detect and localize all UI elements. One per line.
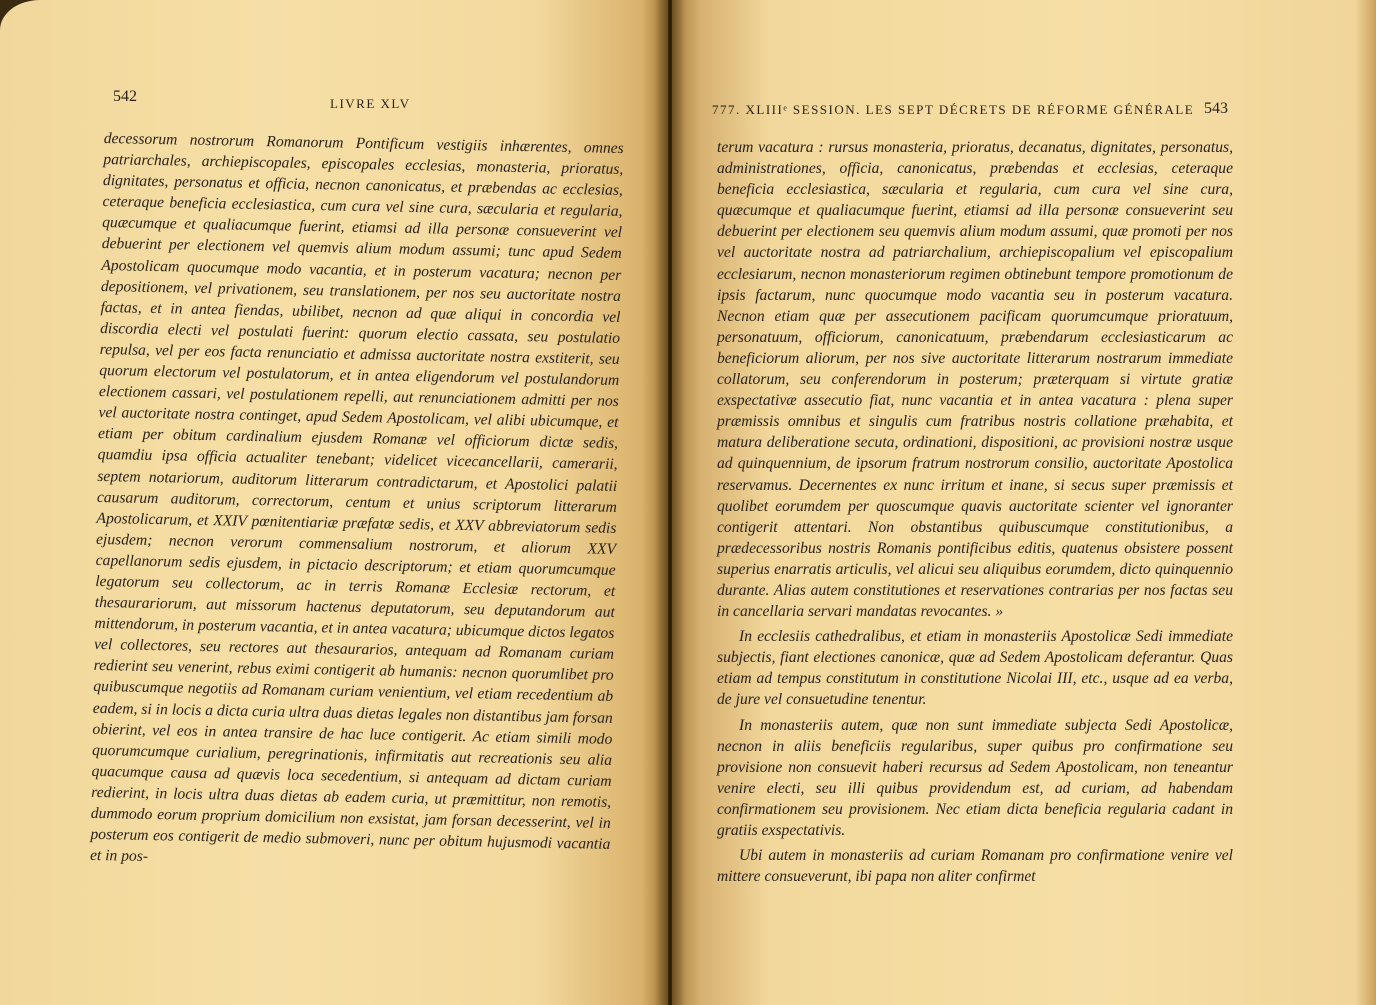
- paragraph: Ubi autem in monasteriis ad curiam Romanam pro confirmatione venire vel mittere consueverunt, ibi papa non aliter confirmet: [717, 847, 1233, 886]
- right-page-text: [717, 137, 1233, 887]
- left-page: [0, 0, 668, 1005]
- right-page: [672, 0, 1376, 1005]
- left-page-text: [90, 128, 624, 876]
- running-head-right: 777. XLIIIᵉ SESSION. LES SEPT DÉCRETS DE RÉFORME GÉNÉRALE: [712, 102, 1195, 117]
- running-head-left: LIVRE XLV: [330, 96, 411, 111]
- paragraph: In monasteriis autem, quæ non sunt immediate subjecta Sedi Apostolicæ, necnon in aliis beneficiis regularibus, super quibus pro confirmatione seu provisione non consuevit haberi recursus ad Sedem Apostolicam, non teneantur venire electi, seu illi quibus providendum est, ad curiam, ad habendam confirmationem seu provisionem. Nec etiam dicta beneficia regularia cadant in gratiis exspectativis.: [717, 716, 1233, 839]
- paragraph: decessorum nostrorum Romanorum Pontificum vestigiis inhærentes, omnes patriarchales, archiepiscopales, episcopales ecclesias, monasteria, prioratus, dignitates, personatus et officia, necnon canonicatus, et præbendas ac ecclesias, ceteraque beneficia ecclesiastica, cum cura vel sine cura, sæcularia et regularia, quæcumque et qualiacumque fuerint, etiamsi ad illa personæ consueverint vel debuerint per electionem vel quemvis alium modum assumi; tunc apud Sedem Apostolicam quocumque modo vacantia, et in posterum vacatura; necnon per depositionem, vel privationem, seu translationem, per nos seu auctoritate nostra factas, et in antea fiendas, ubilibet, necnon ad quæ aliqui in concordia vel discordia electi vel postulati fuerint: quorum electio cassata, seu postulatio repulsa, vel per eos facta renunciatio et admissa auctoritate nostra exstiterit, seu quorum electorum vel postulatorum, et in antea eligendorum vel postulandorum electionem cassari, vel postulationem repelli, aut renunciationem admitti per nos vel auctoritate nostra continget, apud Sedem Apostolicam, vel alibi ubicumque, et etiam per obitum cardinalium ejusdem Romanæ vel officiorum dictæ sedis, quamdiu ipsa officia actualiter tenebant; videlicet vicecancellarii, camerarii, septem notariorum, auditorum litterarum contradictarum, et Apostolici palatii causarum auditorum, correctorum, centum et unius scriptorum litterarum Apostolicarum, et XXIV pœnitentiariæ præfatæ sedis, et XXV abbreviatorum sedis ejusdem; necnon verorum commensalium nostrorum, et aliorum XXV capellanorum sedis ejusdem, in pictacio descriptorum; et etiam quorumcumque legatorum seu collectorum, ac in terris Romanæ Ecclesiæ rectorum, et thesaurariorum, aut missorum hactenus deputatorum, seu deputandorum aut mittendorum, in posterum vacantia, et in antea vacatura; ubicumque dictos legatos vel collectores, seu rectores aut thesaurarios, antequam ad Romanam curiam redierint seu venerint, rebus eximi contigerit ab humanis: necnon quorumlibet pro quibuscumque negotiis ad Romanam curiam venientium, vel etiam recedentium ab eadem, si in locis a dicta curia ultra duas dietas legales non distantibus jam forsan obierint, vel eos in antea transire de hac luce contigerit. Ac etiam simili modo quorumcumque curialium, peregrinationis, infirmitatis aut recreationis seu alia quacumque causa ad quævis loca secedentium, si antequam ad dictam curiam redierint, in locis ultra duas dietas ab eadem curia, ut præmittitur, non remotis, dummodo eorum proprium domicilium non exsistat, jam forsan decesserint, vel in posterum eos contigerit de medio submoveri, nunc per obitum hujusmodi vacantia et in pos-: [89, 129, 624, 866]
- paragraph: In ecclesiis cathedralibus, et etiam in monasteriis Apostolicæ Sedi immediate subjectis, fiant electiones canonicæ, quæ ad Sedem Apostolicam deferantur. Quas etiam ad tempus constitutum in constitutione Nicolai III, etc., usque ad ea verba, de jure vel consuetudine tenentur.: [717, 628, 1233, 709]
- page-number-right: 543: [1204, 100, 1228, 117]
- page-number-left: 542: [113, 88, 137, 105]
- paragraph: terum vacatura : rursus monasteria, prioratus, decanatus, dignitates, personatus, administrationes, officia, canonicatus, præbendas et ecclesias, ceteraque beneficia ecclesiastica, sæcularia et regularia, cum cura vel sine cura, quæcumque et qualiacumque fuerint, etiamsi ad illa personæ consueverint seu debuerint per electionem seu quemvis alium modum assumi, quæ promoti per nos vel auctoritate nostra ad patriarchalium, archiepiscopalium vel episcopalium ecclesiarum, necnon monasteriorum regimen obtinebunt tempore promotionum de ipsis factarum, nunc quocumque modo vacantia seu in posterum vacatura. Necnon etiam quæ per assecutionem pacificam quorumcumque prioratuum, personatuum, officiorum, canonicatuum, præbendarum ecclesiasticarum ac beneficiorum aliorum, per nos sive auctoritate litterarum nostrarum immediate collatorum, seu conferendorum in posterum; præterquam si virtute gratiæ exspectativæ assecutio fiat, nunc vacantia et in antea vacatura : plena super præmissis omnibus et singulis cum fratribus nostris collatione præhabita, et matura deliberatione secuta, ordinationi, dispositioni, ac provisioni nostræ usque ad quinquennium, de ipsorum fratrum nostrorum consilio, auctoritate Apostolica reservamus. Decernentes ex nunc irritum et inane, si secus super præmissis et quolibet eorumdem per quoscumque quavis auctoritate scienter vel ignoranter contigerit attentari. Non obstantibus quibuscumque constitutionibus, a prædecessoribus nostris Romanis pontificibus editis, quatenus obsistere possent superius enarratis articulis, vel alicui seu aliquibus eorumdem, dicto quinquennio durante. Alias autem constitutiones et reservationes contrarias per nos factas seu in cancellaria servari mandatas revocantes. »: [717, 139, 1233, 621]
